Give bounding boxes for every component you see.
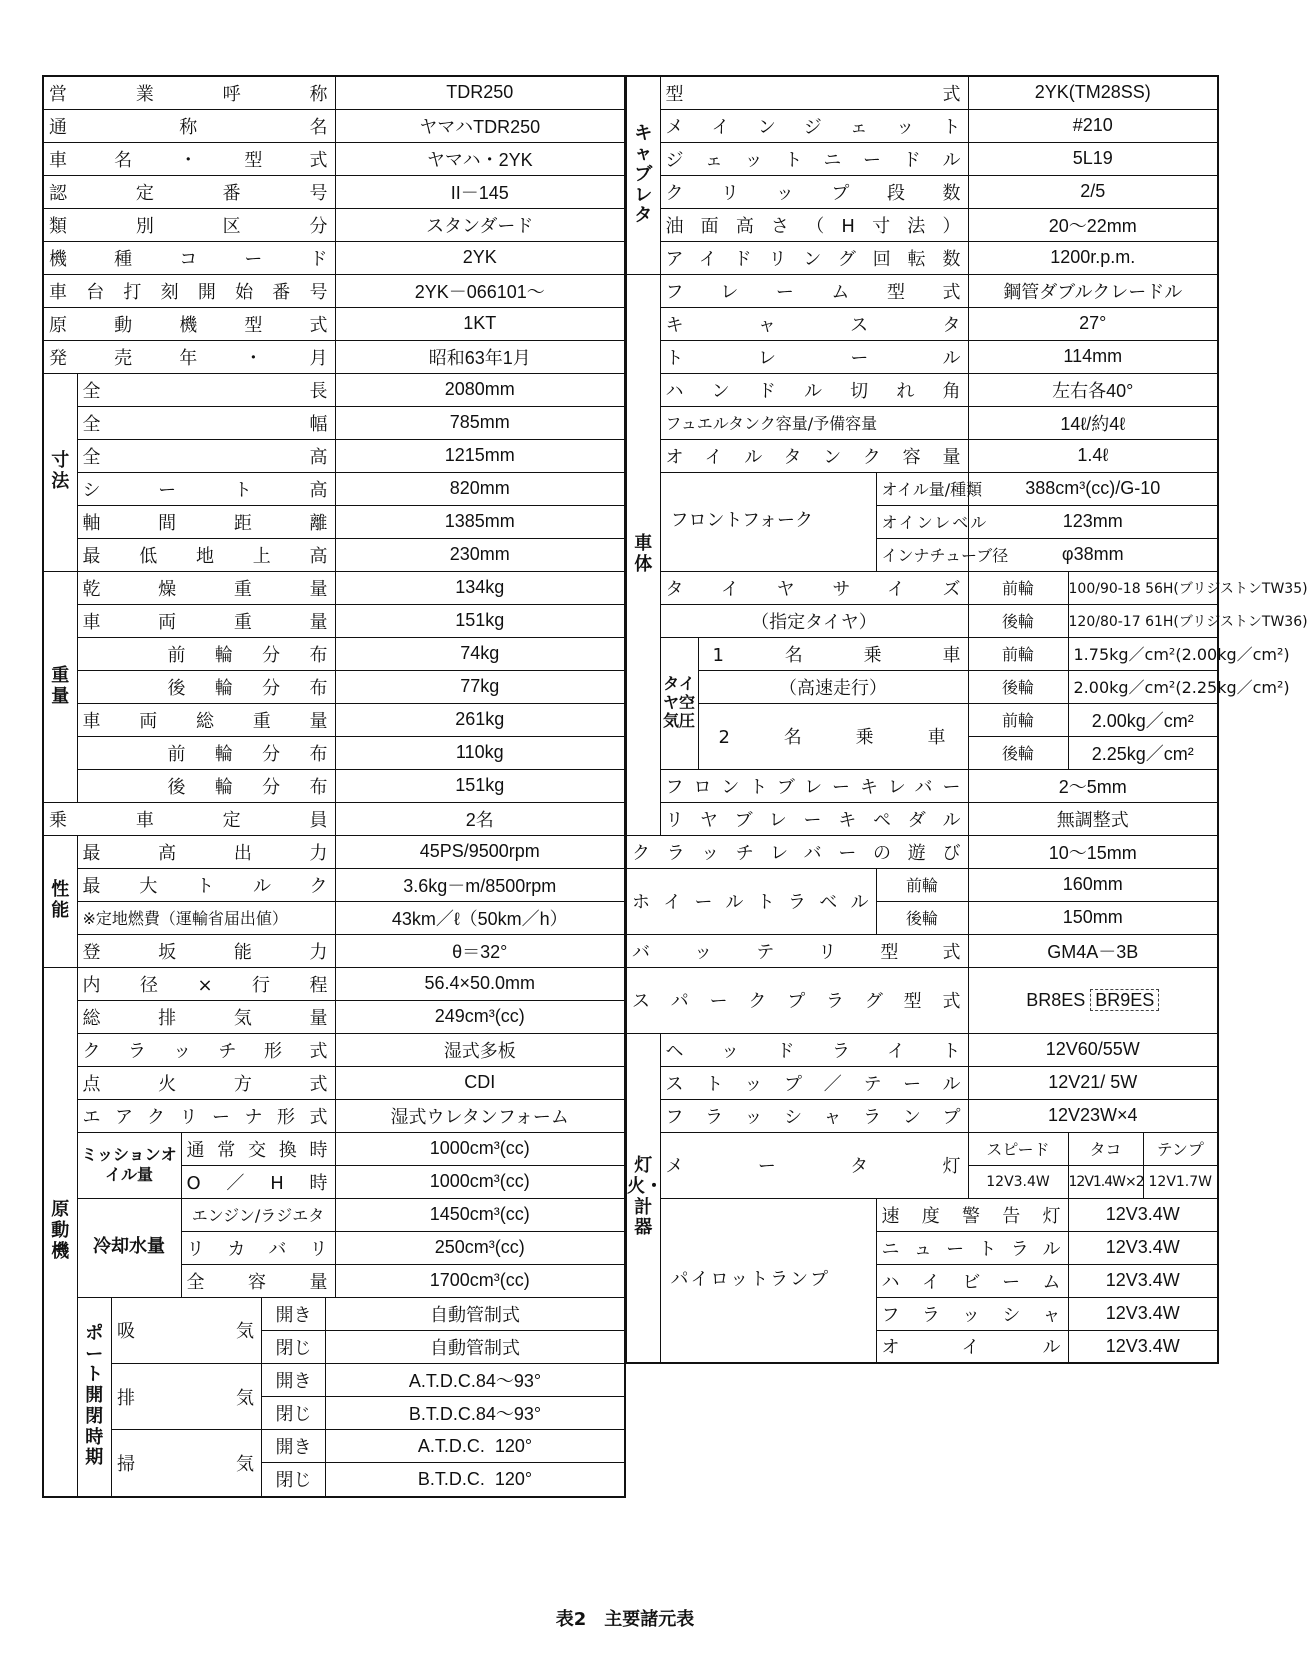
row-label: トレール — [660, 340, 968, 373]
meter-value: 12V1.4W×2 — [1068, 1165, 1143, 1198]
table-row — [626, 703, 1218, 736]
port-sub-label: 開き — [262, 1298, 326, 1331]
row-label: 原動機型式 — [43, 307, 335, 340]
table-row — [626, 1198, 1218, 1231]
section-performance: 性能 — [43, 835, 77, 967]
table-row — [43, 142, 625, 175]
row-value: 5L19 — [968, 142, 1218, 175]
row-value: 2/5 — [968, 175, 1218, 208]
section-lights: 灯火・計器 — [626, 1033, 660, 1363]
table-row — [626, 274, 1218, 307]
row-value: 20～22mm — [968, 208, 1218, 241]
table-row — [626, 934, 1218, 967]
table-row — [43, 769, 625, 802]
spec-table-left — [42, 75, 626, 1498]
row-label: クリップ段数 — [660, 175, 968, 208]
row-value: 12V3.4W — [1068, 1330, 1218, 1363]
table-row — [626, 1099, 1218, 1132]
table-row — [43, 670, 625, 703]
row-value: 2YK－066101～ — [335, 274, 625, 307]
row-label: 登坂能力 — [77, 934, 335, 967]
row-value: ヤマハ・2YK — [335, 142, 625, 175]
row-label: フレーム型式 — [660, 274, 968, 307]
front-fork-label: フロントフォーク — [660, 472, 876, 571]
row-sub: 前輪 — [968, 571, 1068, 604]
one-rider-note: （高速走行） — [698, 670, 968, 703]
row-label: オインレベル — [876, 505, 968, 538]
section-engine: 原動機 — [43, 967, 77, 1497]
row-value: 160mm — [968, 868, 1218, 901]
row-value: 2～5mm — [968, 769, 1218, 802]
row-label: クラッチレバーの遊び — [626, 835, 968, 868]
port-value: 自動管制式 — [326, 1331, 625, 1364]
port-value: 自動管制式 — [326, 1298, 625, 1331]
meter-value: 12V1.7W — [1143, 1165, 1218, 1198]
row-label: 類別区分 — [43, 208, 335, 241]
spec-table-right — [625, 75, 1308, 1364]
row-value: 120/80-17 61H(ブリジストンTW36) — [1068, 604, 1218, 637]
port-intake-label: 吸気 — [112, 1298, 262, 1364]
table-row — [626, 406, 1218, 439]
row-label: 機種コード — [43, 241, 335, 274]
row-value: 2YK — [335, 241, 625, 274]
wheel-travel-label: ホイールトラベル — [626, 868, 876, 934]
table-row — [43, 934, 625, 967]
row-value: 1KT — [335, 307, 625, 340]
row-label: 内径×行程 — [77, 967, 335, 1000]
table-row — [626, 241, 1218, 274]
row-sub: 前輪 — [876, 868, 968, 901]
table-row — [626, 439, 1218, 472]
row-sub: 後輪 — [968, 670, 1068, 703]
table-row — [626, 1033, 1218, 1066]
row-label: ハイビーム — [876, 1264, 1068, 1297]
meter-head: タコ — [1068, 1132, 1143, 1165]
table-row — [43, 76, 625, 109]
row-value: 昭和63年1月 — [335, 340, 625, 373]
row-value: 151kg — [335, 769, 625, 802]
table-row — [43, 439, 625, 472]
port-timing-block — [77, 1297, 625, 1497]
table-row — [626, 571, 1218, 604]
table-row — [43, 175, 625, 208]
row-value: 785mm — [335, 406, 625, 439]
table-row — [43, 604, 625, 637]
row-label: ジェットニードル — [660, 142, 968, 175]
row-value: 1385mm — [335, 505, 625, 538]
row-label: 通称名 — [43, 109, 335, 142]
table-row — [626, 307, 1218, 340]
section-dimensions: 寸法 — [43, 373, 77, 571]
row-label: 最大トルク — [77, 868, 335, 901]
table-row — [43, 538, 625, 571]
row-value: 261kg — [335, 703, 625, 736]
row-sub: 前輪 — [968, 637, 1068, 670]
row-value: 77kg — [335, 670, 625, 703]
row-label: 車名・型式 — [43, 142, 335, 175]
row-label: 油面高さ（H寸法） — [660, 208, 968, 241]
row-label: 全幅 — [77, 406, 335, 439]
row-sub: 後輪 — [968, 604, 1068, 637]
row-value: 1215mm — [335, 439, 625, 472]
row-label: 乾燥重量 — [77, 571, 335, 604]
table-row — [43, 208, 625, 241]
table-row — [626, 76, 1218, 109]
table-row — [43, 901, 625, 934]
row-label: 総排気量 — [77, 1000, 335, 1033]
row-label: ハンドル切れ角 — [660, 373, 968, 406]
port-sub-label: 閉じ — [262, 1397, 326, 1430]
row-value: 14ℓ/約4ℓ — [968, 406, 1218, 439]
row-value: 12V3.4W — [1068, 1231, 1218, 1264]
row-label: O／H時 — [181, 1165, 335, 1198]
row-value: 12V60/55W — [968, 1033, 1218, 1066]
port-timing-table — [78, 1298, 625, 1496]
row-value: TDR250 — [335, 76, 625, 109]
row-sub: 後輪 — [876, 901, 968, 934]
row-sub: 後輪 — [968, 736, 1068, 769]
row-label: 点火方式 — [77, 1066, 335, 1099]
row-label: 発売年・月 — [43, 340, 335, 373]
table-row — [43, 505, 625, 538]
row-label: アイドリング回転数 — [660, 241, 968, 274]
row-label: フュエルタンク容量/予備容量 — [660, 406, 968, 439]
port-exhaust-label: 排気 — [112, 1364, 262, 1430]
row-label: 後輪分布 — [77, 670, 335, 703]
section-chassis: 車体 — [626, 274, 660, 835]
two-rider-label: 2名乗車 — [698, 703, 968, 769]
spark-plug-alt: BR9ES — [1090, 989, 1159, 1011]
port-scavenge-label: 掃気 — [112, 1430, 262, 1496]
tire-size-label: タイヤサイズ — [660, 571, 968, 604]
row-value: 56.4×50.0mm — [335, 967, 625, 1000]
tire-size-note: （指定タイヤ） — [660, 604, 968, 637]
table-row — [43, 802, 625, 835]
row-label: ※定地燃費（運輸省届出値） — [77, 901, 335, 934]
row-value: 12V23W×4 — [968, 1099, 1218, 1132]
row-label: 最高出力 — [77, 835, 335, 868]
meter-light-label: メータ灯 — [660, 1132, 968, 1198]
spark-plug-standard: BR8ES — [1026, 989, 1086, 1010]
row-label: 営業呼称 — [43, 76, 335, 109]
row-label: エンジン/ラジエタ — [181, 1198, 335, 1231]
row-value: 湿式多板 — [335, 1033, 625, 1066]
row-label: 全高 — [77, 439, 335, 472]
table-caption: 表2 主要諸元表 — [555, 1609, 695, 1630]
table-row — [43, 109, 625, 142]
table-row — [626, 769, 1218, 802]
coolant-label: 冷却水量 — [77, 1198, 181, 1297]
row-value: スタンダード — [335, 208, 625, 241]
row-label: 前輪分布 — [77, 736, 335, 769]
table-row — [626, 604, 1218, 637]
row-label: 車台打刻開始番号 — [43, 274, 335, 307]
table-row — [43, 1132, 625, 1165]
table-row — [626, 472, 1218, 505]
row-label: オイルタンク容量 — [660, 439, 968, 472]
row-label: 最低地上高 — [77, 538, 335, 571]
row-value: GM4A－3B — [968, 934, 1218, 967]
port-value: B.T.D.C.84～93° — [326, 1397, 625, 1430]
table-row — [626, 373, 1218, 406]
row-value: 230mm — [335, 538, 625, 571]
row-label: 認定番号 — [43, 175, 335, 208]
row-value: 左右各40° — [968, 373, 1218, 406]
pilot-lamp-label: パイロットランプ — [660, 1198, 876, 1363]
port-sub-label: 開き — [262, 1364, 326, 1397]
row-value: 2名 — [335, 802, 625, 835]
row-label: 通常交換時 — [181, 1132, 335, 1165]
row-value: 150mm — [968, 901, 1218, 934]
row-value: 無調整式 — [968, 802, 1218, 835]
table-row — [43, 736, 625, 769]
table-row — [43, 703, 625, 736]
port-value: B.T.D.C. 120° — [326, 1463, 625, 1496]
row-value: 134kg — [335, 571, 625, 604]
row-label: 乗車定員 — [43, 802, 335, 835]
port-value: A.T.D.C. 120° — [326, 1430, 625, 1463]
table-row — [43, 472, 625, 505]
table-row — [626, 109, 1218, 142]
row-label: インナチューブ径 — [876, 538, 968, 571]
row-sub: 前輪 — [968, 703, 1068, 736]
row-label: リヤブレーキペダル — [660, 802, 968, 835]
row-value: ヤマハTDR250 — [335, 109, 625, 142]
row-value: 151kg — [335, 604, 625, 637]
table-row — [43, 967, 625, 1000]
table-row — [626, 637, 1218, 670]
table-row — [626, 835, 1218, 868]
row-label: フラッシャ — [876, 1297, 1068, 1330]
row-label: 軸間距離 — [77, 505, 335, 538]
row-value: 2YK(TM28SS) — [968, 76, 1218, 109]
row-value: 1700cm³(cc) — [335, 1264, 625, 1297]
row-label: 全長 — [77, 373, 335, 406]
row-value: 249cm³(cc) — [335, 1000, 625, 1033]
table-row — [43, 241, 625, 274]
row-label: シート高 — [77, 472, 335, 505]
row-label: フロントブレーキレバー — [660, 769, 968, 802]
section-weight: 重量 — [43, 571, 77, 802]
row-value: 100/90-18 56H(ブリジストンTW35) — [1068, 571, 1218, 604]
table-row — [43, 1033, 625, 1066]
table-row — [626, 175, 1218, 208]
row-label: キャスタ — [660, 307, 968, 340]
row-label: オイル量/種類 — [876, 472, 968, 505]
row-label: フラッシャランプ — [660, 1099, 968, 1132]
row-value: 12V3.4W — [1068, 1198, 1218, 1231]
row-value: 10～15mm — [968, 835, 1218, 868]
table-row — [626, 868, 1218, 901]
row-label: 後輪分布 — [77, 769, 335, 802]
row-value: 1.75kg／cm²(2.00kg／cm²) — [1068, 637, 1218, 670]
table-row — [43, 340, 625, 373]
table-row — [43, 571, 625, 604]
row-value: #210 — [968, 109, 1218, 142]
row-value: 123mm — [968, 505, 1218, 538]
row-label: 車両総重量 — [77, 703, 335, 736]
row-value: 1000cm³(cc) — [335, 1165, 625, 1198]
row-value: 114mm — [968, 340, 1218, 373]
table-row — [43, 1198, 625, 1231]
row-label: 型式 — [660, 76, 968, 109]
table-row — [43, 274, 625, 307]
row-label: バッテリ型式 — [626, 934, 968, 967]
row-value: 1000cm³(cc) — [335, 1132, 625, 1165]
row-label: 速度警告灯 — [876, 1198, 1068, 1231]
meter-value: 12V3.4W — [968, 1165, 1068, 1198]
row-value: 74kg — [335, 637, 625, 670]
mission-oil-label: ミッションオイル量 — [77, 1132, 181, 1198]
table-row — [626, 1132, 1218, 1165]
table-row — [626, 1066, 1218, 1099]
table-row — [43, 406, 625, 439]
table-row — [626, 340, 1218, 373]
meter-head: テンプ — [1143, 1132, 1218, 1165]
spark-plug-values — [968, 967, 1218, 1033]
row-value: 250cm³(cc) — [335, 1231, 625, 1264]
table-row — [43, 307, 625, 340]
row-value: 27° — [968, 307, 1218, 340]
port-timing-label: ポート開閉時期 — [78, 1298, 112, 1496]
row-value: θ＝32° — [335, 934, 625, 967]
row-value: 3.6kg－m/8500rpm — [335, 868, 625, 901]
row-value: 45PS/9500rpm — [335, 835, 625, 868]
row-value: 12V3.4W — [1068, 1264, 1218, 1297]
row-value: 鋼管ダブルクレードル — [968, 274, 1218, 307]
row-value: 1450cm³(cc) — [335, 1198, 625, 1231]
table-row — [43, 1066, 625, 1099]
port-value: A.T.D.C.84～93° — [326, 1364, 625, 1397]
table-row — [43, 637, 625, 670]
row-label: エアクリーナ形式 — [77, 1099, 335, 1132]
row-value: 12V3.4W — [1068, 1297, 1218, 1330]
table-row — [43, 868, 625, 901]
row-label: 前輪分布 — [77, 637, 335, 670]
row-value: 1200r.p.m. — [968, 241, 1218, 274]
row-label: メインジェット — [660, 109, 968, 142]
row-value: 820mm — [335, 472, 625, 505]
row-value: 110kg — [335, 736, 625, 769]
table-row — [43, 1000, 625, 1033]
row-label: ストップ／テール — [660, 1066, 968, 1099]
row-label: ニュートラル — [876, 1231, 1068, 1264]
table-row — [626, 967, 1218, 1033]
row-label: ヘッドライト — [660, 1033, 968, 1066]
one-rider-label: 1名乗車 — [698, 637, 968, 670]
row-label: クラッチ形式 — [77, 1033, 335, 1066]
row-value: CDI — [335, 1066, 625, 1099]
row-value: 2080mm — [335, 373, 625, 406]
row-label: 全容量 — [181, 1264, 335, 1297]
table-row — [626, 208, 1218, 241]
section-carburetor: キャブレタ — [626, 76, 660, 274]
meter-head: スピード — [968, 1132, 1068, 1165]
row-value: 2.00kg／cm²(2.25kg／cm²) — [1068, 670, 1218, 703]
tire-pressure-label: タイヤ空気圧 — [660, 637, 698, 769]
row-value: 湿式ウレタンフォーム — [335, 1099, 625, 1132]
table-row — [626, 670, 1218, 703]
row-value: φ38mm — [968, 538, 1218, 571]
port-sub-label: 閉じ — [262, 1463, 326, 1496]
port-sub-label: 閉じ — [262, 1331, 326, 1364]
table-row — [626, 802, 1218, 835]
row-label: 車両重量 — [77, 604, 335, 637]
row-value: 2.00kg／cm² — [1068, 703, 1218, 736]
table-row — [43, 1099, 625, 1132]
row-label: スパークプラグ型式 — [626, 967, 968, 1033]
table-row — [626, 142, 1218, 175]
table-row — [43, 373, 625, 406]
row-value: 1.4ℓ — [968, 439, 1218, 472]
row-value: 388cm³(cc)/G-10 — [968, 472, 1218, 505]
row-value: 12V21/ 5W — [968, 1066, 1218, 1099]
row-value: 2.25kg／cm² — [1068, 736, 1218, 769]
row-label: オイル — [876, 1330, 1068, 1363]
row-value: 43km／ℓ（50km／h） — [335, 901, 625, 934]
row-value: II－145 — [335, 175, 625, 208]
port-sub-label: 開き — [262, 1430, 326, 1463]
table-row — [43, 835, 625, 868]
row-label: リカバリ — [181, 1231, 335, 1264]
